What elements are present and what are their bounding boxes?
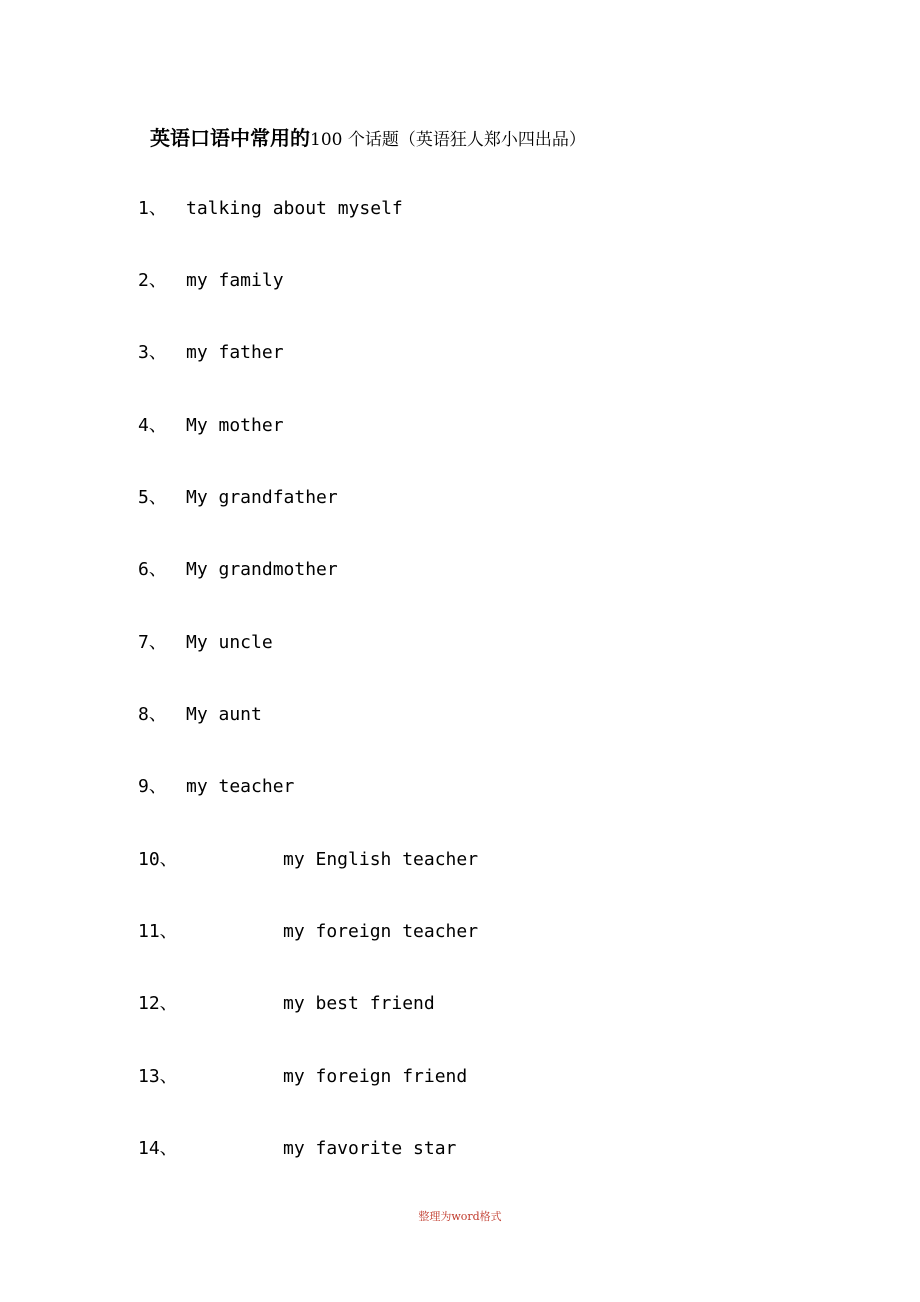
item-number: 4、 (138, 415, 167, 436)
item-number: 5、 (138, 487, 167, 508)
item-number: 7、 (138, 632, 167, 653)
item-text: my teacher (186, 776, 295, 797)
page-footer: 整理为word格式 (418, 1210, 502, 1223)
item-text: My grandmother (186, 559, 338, 580)
item-number: 2、 (138, 270, 167, 291)
item-number: 12、 (138, 993, 178, 1014)
item-text: talking about myself (186, 198, 403, 219)
item-number: 8、 (138, 704, 167, 725)
item-text: My aunt (186, 704, 262, 725)
item-number: 3、 (138, 342, 167, 363)
item-text: my favorite star (283, 1138, 457, 1159)
item-number: 14、 (138, 1138, 178, 1159)
item-text: my father (186, 342, 284, 363)
item-number: 9、 (138, 776, 167, 797)
item-number: 13、 (138, 1066, 178, 1087)
item-text: My uncle (186, 632, 273, 653)
item-text: my English teacher (283, 849, 479, 870)
page-title (150, 122, 586, 151)
item-text: My grandfather (186, 487, 338, 508)
item-text: my foreign teacher (283, 921, 479, 942)
item-number: 6、 (138, 559, 167, 580)
item-number: 1、 (138, 198, 167, 219)
title-subtitle: 100 个话题（英语狂人郑小四出品） (310, 130, 586, 150)
item-text: my foreign friend (283, 1066, 468, 1087)
item-text: My mother (186, 415, 284, 436)
item-number: 11、 (138, 921, 178, 942)
item-text: my best friend (283, 993, 435, 1014)
item-text: my family (186, 270, 284, 291)
title-main: 英语口语中常用的 (150, 126, 310, 150)
item-number: 10、 (138, 849, 178, 870)
